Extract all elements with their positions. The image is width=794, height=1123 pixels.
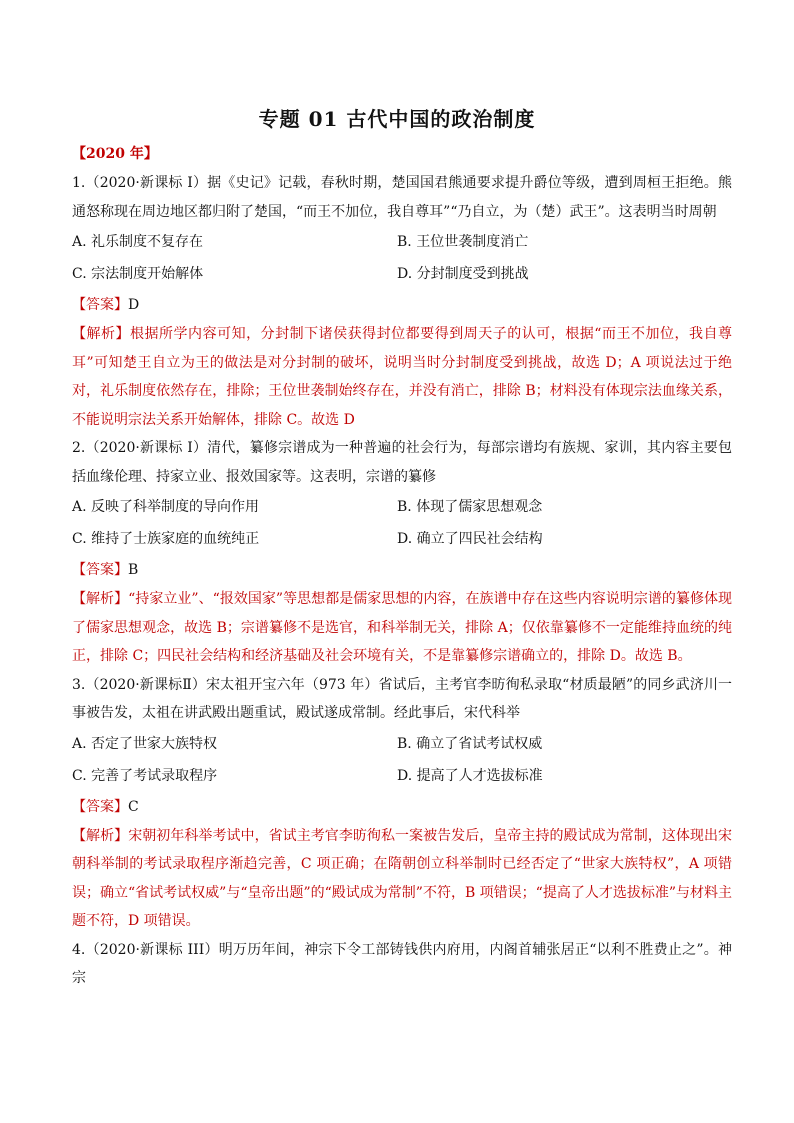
answer-value: B: [128, 562, 139, 578]
question-stem: 1.（2020·新课标 I）据《史记》记载，春秋时期，楚国国君熊通要求提升爵位等级，遭到周桓王拒绝。熊通怒称现在周边地区都归附了楚国，“而王不加位，我自尊耳”“乃自立，为（楚）武王”。这表明当时周朝: [72, 175, 732, 220]
question-1: [72, 169, 732, 434]
option-a: A. 礼乐制度不复存在: [72, 234, 204, 250]
answer-label: 【答案】: [72, 562, 128, 578]
option-b: B. 王位世袭制度消亡: [397, 234, 529, 250]
option-d: D. 提高了人才选拔标准: [397, 767, 543, 784]
option-c: C. 完善了考试录取程序: [72, 767, 218, 784]
analysis-label: 【解析】: [72, 326, 131, 342]
option-a: A. 反映了科举制度的导向作用: [72, 499, 260, 515]
options-list: [72, 728, 732, 792]
document-body: [72, 143, 732, 993]
options-list: [72, 226, 732, 290]
analysis-text: 根据所学内容可知，分封制下诸侯获得封位都要得到周天子的认可，根据“而王不加位，我自尊耳”可知楚王自立为王的做法是对分封制的破坏，说明当时分封制度受到挑战，故选 D；A 项说法过于绝对，礼乐制度依然存在，排除；王位世袭制始终存在，并没有消亡，排除 B；材料没有体现宗法血缘关系，不能说明宗法关系开始解体，排除 C。故选 D: [72, 326, 732, 428]
page-title: 专题 01 古代中国的政治制度: [258, 107, 536, 131]
question-stem: 3.（2020·新课标Ⅱ）宋太祖开宝六年（973 年）省试后，主考官李昉徇私录取“材质最陋”的同乡武济川一事被告发，太祖在讲武殿出题重试，殿试遂成常制。经此事后，宋代科举: [72, 676, 732, 721]
option-d: D. 分封制度受到挑战: [397, 266, 529, 282]
analysis: [72, 320, 732, 434]
answer-line: [72, 555, 732, 585]
answer-label: 【答案】: [72, 798, 128, 815]
option-b: B. 体现了儒家思想观念: [397, 499, 543, 515]
analysis-label: 【解析】: [72, 591, 129, 607]
option-c: C. 维持了士族家庭的血统纯正: [72, 531, 260, 547]
question-4: [72, 936, 732, 993]
option-a: A. 否定了世家大族特权: [72, 735, 218, 752]
question-2: [72, 434, 732, 671]
answer-line: [72, 792, 732, 822]
year-header: 【2020 年】: [72, 146, 158, 162]
option-b: B. 确立了省试考试权威: [397, 735, 543, 752]
analysis-label: 【解析】: [72, 827, 129, 844]
question-stem: 2.（2020·新课标 I）清代，纂修宗谱成为一种普遍的社会行为，每部宗谱均有族规、家训，其内容主要包括血缘伦理、持家立业、报效国家等。这表明，宗谱的纂修: [72, 440, 732, 485]
options-list: [72, 491, 732, 555]
answer-value: D: [128, 297, 140, 313]
question-stem: 4.（2020·新课标 III）明万历年间，神宗下令工部铸钱供内府用，内阁首辅张居正“以利不胜费止之”。神宗: [72, 941, 732, 986]
analysis-text: 宋朝初年科举考试中，省试主考官李昉徇私一案被告发后，皇帝主持的殿试成为常制，这体现出宋朝科举制的考试录取程序渐趋完善，C 项正确；在隋朝创立科举制时已经否定了“世家大族特权”，A 项错误；确立“省试考试权威”与“皇帝出题”的“殿试成为常制”不符，B 项错误；“提高了人才选拔标准”与材料主题不符，D 项错误。: [72, 827, 733, 929]
option-c: C. 宗法制度开始解体: [72, 266, 204, 282]
answer-value: C: [128, 798, 139, 815]
answer-label: 【答案】: [72, 297, 128, 313]
analysis: [72, 585, 732, 671]
analysis-text: “持家立业”、“报效国家”等思想都是儒家思想的内容，在族谱中存在这些内容说明宗谱的纂修体现了儒家思想观念，故选 B；宗谱纂修不是选官，和科举制无关，排除 A；仅依靠纂修不一定能维持血统的纯正，排除 C；四民社会结构和经济基础及社会环境有关，不是靠纂修宗谱确立的，排除 D。故选 B。: [72, 591, 732, 664]
option-d: D. 确立了四民社会结构: [397, 531, 543, 547]
analysis: [72, 822, 732, 936]
question-3: [72, 671, 732, 936]
answer-line: [72, 290, 732, 320]
